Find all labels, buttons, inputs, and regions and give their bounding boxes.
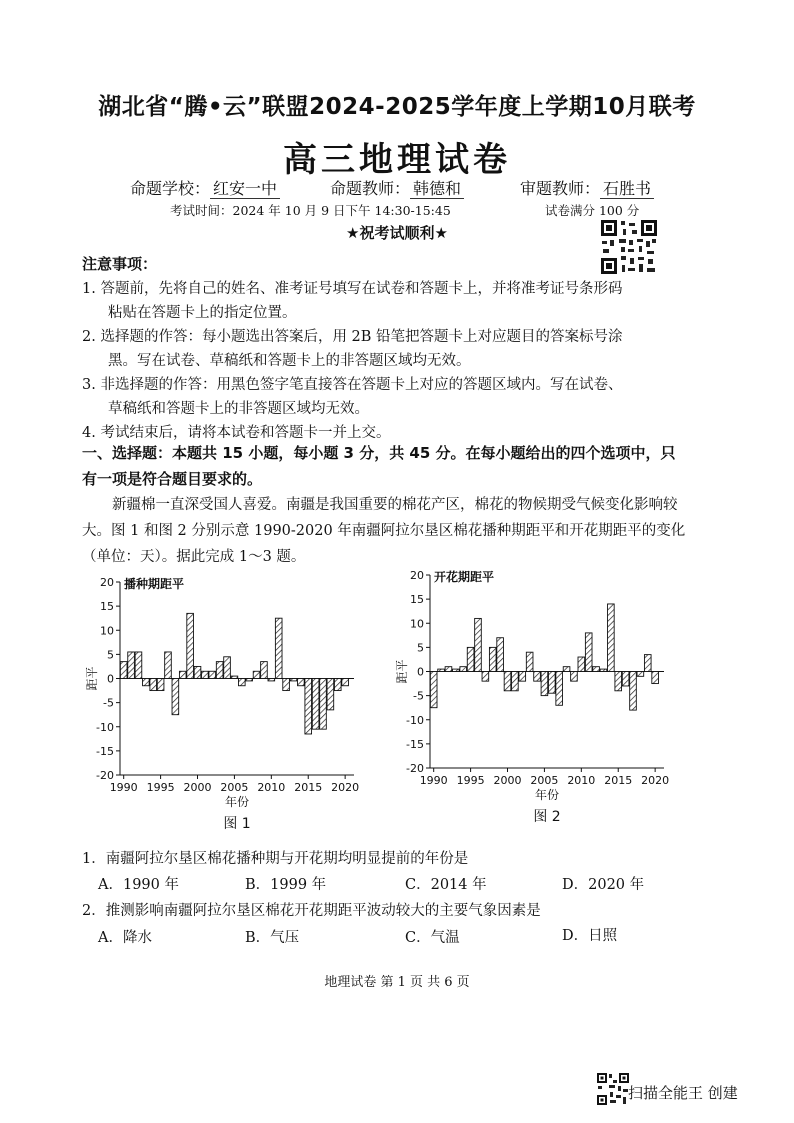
bar-1997 <box>172 679 179 715</box>
bar-1990 <box>120 662 127 679</box>
notice-item-3-line2: 草稿纸和答题卡上的非答题区域均无效。 <box>108 401 369 417</box>
bar-2014 <box>608 604 615 672</box>
chart-figure-2 <box>392 565 682 835</box>
x-tick-label: 2015 <box>294 781 323 794</box>
x-tick-label: 2020 <box>641 774 670 787</box>
bar-1993 <box>143 679 150 686</box>
bar-1995 <box>157 679 164 691</box>
bar-2016 <box>312 679 319 730</box>
y-tick-label: 0 <box>107 672 114 686</box>
y-tick-label: 10 <box>100 624 114 638</box>
bar-1995 <box>467 647 474 671</box>
bar-2018 <box>327 679 334 710</box>
x-tick-label: 2000 <box>183 781 212 794</box>
y-tick-label: -15 <box>406 737 424 751</box>
bar-2017 <box>630 672 637 711</box>
bar-2010 <box>578 657 585 671</box>
y-tick-label: -5 <box>103 696 114 710</box>
bar-1991 <box>438 669 445 671</box>
question-2-option-c[interactable]: C．气温 <box>405 930 460 946</box>
bar-1992 <box>135 652 142 679</box>
notice-item-3-line1: 3. 非选择题的作答：用黑色签字笔直接答在答题卡上对应的答题区域内。写在试卷、 <box>82 377 623 393</box>
bar-2008 <box>253 671 260 678</box>
bar-2000 <box>194 666 201 678</box>
y-tick-label: 15 <box>410 593 424 607</box>
y-tick-label: 5 <box>417 641 424 655</box>
bar-2019 <box>334 679 341 691</box>
section-heading-line2: 有一项是符合题目要求的。 <box>82 470 263 488</box>
good-luck-banner: ★祝考试顺利★ <box>346 224 448 242</box>
x-tick-label: 2000 <box>493 774 522 787</box>
teacher-name: 韩德和 <box>410 179 464 199</box>
bar-2001 <box>202 671 209 678</box>
chart-caption: 图 2 <box>533 809 561 825</box>
question-intro: 新疆棉一直深受国人喜爱。南疆是我国重要的棉花产区，棉花的物候期受气候变化影响较大。图 1 和图 2 分别示意 1990-2020 年南疆阿拉尔垦区棉花播种期距平和开花期距平的变化（单位：天）。据此完成 1～3 题。 <box>82 497 686 565</box>
bar-2007 <box>246 679 253 681</box>
section-heading <box>82 440 694 492</box>
bar-2005 <box>231 676 238 678</box>
y-tick-label: 20 <box>100 576 114 589</box>
chart-title: 播种期距平 <box>124 577 185 591</box>
bar-2015 <box>305 679 312 734</box>
question-2-option-d[interactable]: D．日照 <box>562 928 618 944</box>
bar-2014 <box>298 679 305 686</box>
bar-1992 <box>445 667 452 672</box>
reviewer-info <box>520 176 654 199</box>
bar-2006 <box>548 672 555 694</box>
bar-2011 <box>275 618 282 678</box>
section-heading-line1: 一、选择题：本题共 15 小题，每小题 3 分，共 45 分。在每小题给出的四个选项中，只 <box>82 444 676 462</box>
bar-2015 <box>615 672 622 691</box>
notice-item-1-line1: 1. 答题前，先将自己的姓名、准考证号填写在试卷和答题卡上，并将准考证号条形码 <box>82 281 623 297</box>
bar-2017 <box>320 679 327 730</box>
bar-2007 <box>556 672 563 706</box>
chart-figure-1 <box>82 572 372 837</box>
exam-subtitle: 高三地理试卷 <box>283 140 511 180</box>
bar-2013 <box>290 679 297 681</box>
x-tick-label: 2015 <box>604 774 633 787</box>
y-tick-label: 10 <box>410 617 424 631</box>
bar-1994 <box>150 679 157 691</box>
x-tick-label: 2010 <box>257 781 286 794</box>
chart-title: 开花期距平 <box>434 570 495 584</box>
bar-1999 <box>187 613 194 678</box>
teacher-label: 命题教师： <box>330 179 411 198</box>
school-name: 红安一中 <box>210 179 280 199</box>
notice-heading: 注意事项： <box>82 255 158 273</box>
bar-2009 <box>261 662 268 679</box>
bar-1998 <box>179 671 186 678</box>
y-tick-label: -5 <box>413 689 424 703</box>
teacher-info <box>330 176 464 199</box>
chart-caption: 图 1 <box>223 816 251 832</box>
x-tick-label: 2010 <box>567 774 596 787</box>
x-tick-label: 2005 <box>220 781 249 794</box>
question-1-option-a[interactable]: A．1990 年 <box>98 877 179 893</box>
y-tick-label: -20 <box>96 769 114 782</box>
reviewer-name: 石胜书 <box>600 179 654 199</box>
question-1-stem: 1．南疆阿拉尔垦区棉花播种期与开花期均明显提前的年份是 <box>82 851 469 867</box>
x-tick-label: 2020 <box>331 781 360 794</box>
bar-2003 <box>216 662 223 679</box>
x-tick-label: 1995 <box>146 781 175 794</box>
chart-x-label: 年份 <box>534 788 560 802</box>
notice-item-2-line2: 黑。写在试卷、草稿纸和答题卡上的非答题区域均无效。 <box>108 353 471 369</box>
bar-2001 <box>512 672 519 691</box>
notice-item-4-line1: 4. 考试结束后，请将本试卷和答题卡一并上交。 <box>82 425 391 441</box>
notice-item-1-line2: 粘贴在答题卡上的指定位置。 <box>108 305 297 321</box>
bar-2002 <box>209 671 216 678</box>
bar-1996 <box>475 618 482 671</box>
chart-y-label: 距平 <box>85 666 99 691</box>
exam-time: 考试时间：2024 年 10 月 9 日下午 14:30-15:45 <box>170 203 451 218</box>
bar-2020 <box>342 679 349 686</box>
scanner-watermark: 扫描全能王 创建 <box>628 1084 738 1102</box>
page-footer: 地理试卷 第 1 页 共 6 页 <box>324 975 470 990</box>
bar-2010 <box>268 679 275 681</box>
bar-1998 <box>489 647 496 671</box>
bar-1994 <box>460 667 467 672</box>
bar-1997 <box>482 672 489 682</box>
bar-2006 <box>238 679 245 686</box>
bar-1990 <box>430 672 437 708</box>
y-tick-label: -10 <box>96 720 114 734</box>
chart-y-label: 距平 <box>395 659 409 684</box>
bar-2020 <box>652 672 659 684</box>
scanner-qr-icon <box>596 1072 630 1106</box>
x-tick-label: 1995 <box>456 774 485 787</box>
bar-1993 <box>453 669 460 671</box>
y-tick-label: 5 <box>107 648 114 662</box>
bar-2004 <box>534 672 541 682</box>
bar-2016 <box>622 672 629 686</box>
exam-title: 湖北省“腾•云”联盟2024-2025学年度上学期10月联考 <box>98 94 696 120</box>
bar-2005 <box>541 672 548 696</box>
bar-2018 <box>637 672 644 677</box>
school-info <box>130 176 280 199</box>
question-1-option-c[interactable]: C．2014 年 <box>405 877 487 893</box>
bar-2009 <box>571 672 578 682</box>
y-tick-label: 20 <box>410 569 424 582</box>
bar-2002 <box>519 672 526 682</box>
bar-2012 <box>283 679 290 691</box>
question-1-option-d[interactable]: D．2020 年 <box>562 877 645 893</box>
y-tick-label: 15 <box>100 600 114 614</box>
notice-list <box>82 277 692 445</box>
y-tick-label: 0 <box>417 665 424 679</box>
question-2-stem: 2．推测影响南疆阿拉尔垦区棉花开花期距平波动较大的主要气象因素是 <box>82 903 541 919</box>
y-tick-label: -10 <box>406 713 424 727</box>
bar-2019 <box>644 655 651 672</box>
chart-x-label: 年份 <box>224 795 250 809</box>
bar-2011 <box>585 633 592 672</box>
bar-2008 <box>563 667 570 672</box>
question-1-option-b[interactable]: B．1999 年 <box>245 877 327 893</box>
bar-2003 <box>526 652 533 671</box>
question-2-option-a[interactable]: A．降水 <box>98 930 152 946</box>
y-tick-label: -20 <box>406 762 424 775</box>
notice-item-2-line1: 2. 选择题的作答：每小题选出答案后，用 2B 铅笔把答题卡上对应题目的答案标号涂 <box>82 329 623 345</box>
bar-1996 <box>165 652 172 679</box>
bar-1999 <box>497 638 504 672</box>
bar-2012 <box>593 667 600 672</box>
exam-score: 试卷满分 100 分 <box>545 203 640 218</box>
x-tick-label: 1990 <box>419 774 448 787</box>
x-tick-label: 1990 <box>109 781 138 794</box>
question-2-option-b[interactable]: B．气压 <box>245 930 300 946</box>
bar-1991 <box>128 652 135 679</box>
bar-2000 <box>504 672 511 691</box>
reviewer-label: 审题教师： <box>520 179 601 198</box>
y-tick-label: -15 <box>96 744 114 758</box>
bar-2004 <box>224 657 231 679</box>
school-label: 命题学校： <box>130 179 211 198</box>
x-tick-label: 2005 <box>530 774 559 787</box>
bar-2013 <box>600 669 607 671</box>
